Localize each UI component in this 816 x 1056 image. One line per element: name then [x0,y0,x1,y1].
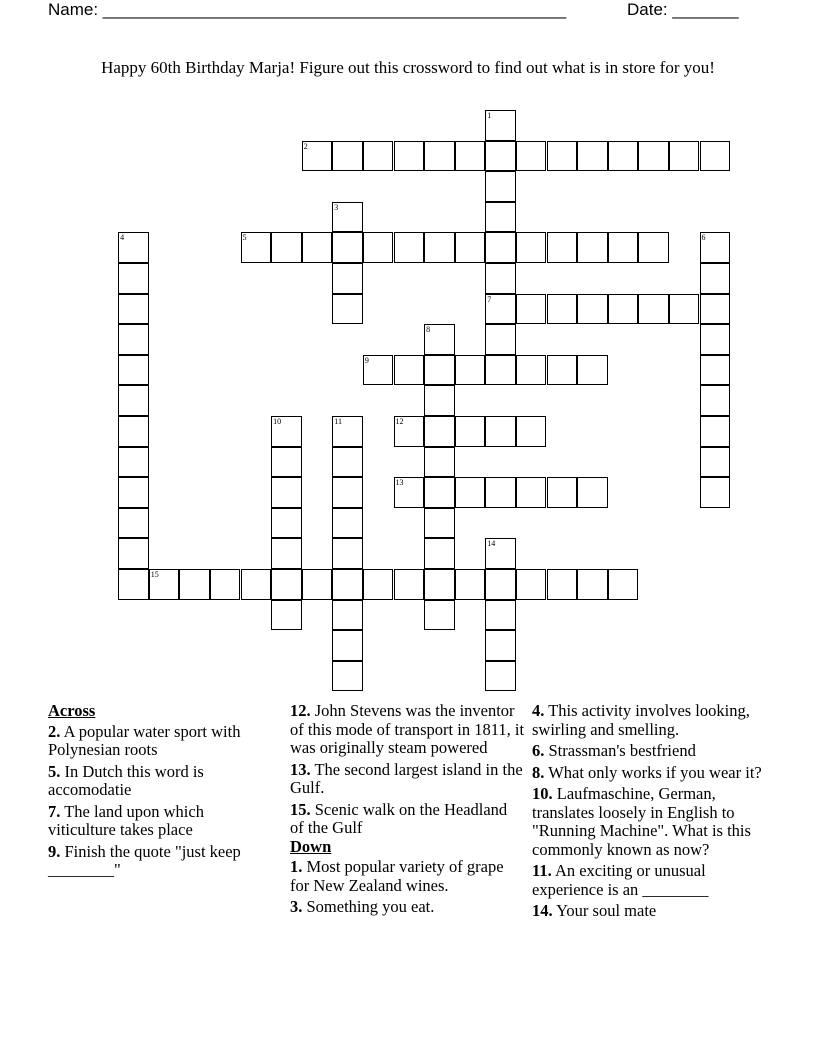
grid-cell[interactable] [210,569,241,600]
clue-across-5 [48,763,248,800]
grid-cell[interactable] [118,294,149,325]
grid-cell[interactable] [485,355,516,386]
grid-cell[interactable] [608,232,639,263]
grid-cell[interactable] [516,232,547,263]
grid-cell[interactable] [271,508,302,539]
clue-number-15: 15 [150,570,159,579]
clue-number: 2. [48,721,61,741]
grid-cell[interactable] [547,569,578,600]
grid-cell[interactable] [577,477,608,508]
clue-text: Most popular variety of grape for New Zealand wines. [290,857,504,895]
clue-across-2 [48,723,248,760]
grid-cell[interactable] [118,477,149,508]
clue-number-10: 10 [273,417,282,426]
clue-number-3: 3 [334,202,339,212]
clues-column-2 [290,702,525,920]
grid-cell[interactable] [424,477,455,508]
clue-text: An exciting or unusual experience is an ________ [532,861,709,899]
grid-cell[interactable] [485,324,516,355]
grid-cell[interactable] [700,263,731,294]
grid-cell[interactable] [271,600,302,631]
grid-cell[interactable] [485,202,516,233]
clue-number-12: 12 [395,417,404,426]
grid-cell[interactable] [700,355,731,386]
grid-cell[interactable] [271,447,302,478]
grid-cell[interactable] [118,508,149,539]
grid-cell[interactable] [424,385,455,416]
grid-cell[interactable] [332,263,363,294]
clue-across-13 [290,761,525,798]
grid-cell[interactable] [516,416,547,447]
grid-cell[interactable] [332,630,363,661]
clue-down-6 [532,742,772,761]
name-field-label: Name: _________________________________________________ [48,0,567,19]
clues-column-3 [532,702,772,924]
grid-cell[interactable] [485,263,516,294]
grid-cell[interactable] [455,416,486,447]
grid-cell[interactable] [547,294,578,325]
grid-cell[interactable] [118,355,149,386]
grid-cell[interactable] [455,477,486,508]
grid-cell[interactable] [424,538,455,569]
clue-number-4: 4 [120,233,125,243]
grid-cell[interactable] [179,569,210,600]
grid-cell[interactable] [394,569,425,600]
clue-text: In Dutch this word is accomodatie [48,761,204,799]
grid-cell[interactable] [118,569,149,600]
grid-cell[interactable] [577,232,608,263]
clue-number-14: 14 [487,539,496,549]
grid-cell[interactable] [577,355,608,386]
grid-cell[interactable] [332,538,363,569]
clue-across-9 [48,843,248,880]
grid-cell[interactable] [485,661,516,692]
grid-cell[interactable] [516,569,547,600]
grid-cell[interactable] [608,569,639,600]
grid-cell[interactable] [608,141,639,172]
grid-cell[interactable] [363,141,394,172]
clue-number-8: 8 [426,325,431,335]
clue-number: 14. [532,901,553,920]
grid-cell[interactable] [638,141,669,172]
clue-text: The second largest island in the Gulf. [290,759,523,797]
grid-cell[interactable] [516,477,547,508]
grid-cell[interactable] [547,355,578,386]
grid-cell[interactable] [332,661,363,692]
clue-number: 1. [290,857,303,876]
clue-text: This activity involves looking, swirling and smelling. [532,701,750,739]
grid-cell[interactable] [332,447,363,478]
grid-cell[interactable] [485,477,516,508]
grid-cell[interactable] [118,385,149,416]
clue-number: 13. [290,759,311,779]
grid-cell[interactable] [516,355,547,386]
clue-number: 10. [532,784,553,803]
grid-cell[interactable] [424,416,455,447]
grid-cell[interactable] [271,538,302,569]
across-heading: Across [48,701,96,720]
clue-number: 12. [290,701,311,720]
clue-number-11: 11 [334,417,342,426]
grid-cell[interactable] [485,416,516,447]
clue-number-2: 2 [303,141,308,151]
clue-number-1: 1 [487,111,492,120]
date-field-label: Date: _______ [627,0,739,19]
grid-cell[interactable] [638,294,669,325]
clue-number: 6. [532,741,545,760]
grid-cell[interactable] [669,294,700,325]
grid-cell[interactable] [485,141,516,172]
grid-cell[interactable] [700,294,731,325]
grid-cell[interactable] [700,447,731,478]
clue-text: Scenic walk on the Headland of the Gulf [290,799,508,837]
clue-text: Something you eat. [306,897,435,916]
grid-cell[interactable] [271,569,302,600]
grid-cell[interactable] [485,171,516,202]
clue-down-1 [290,858,525,895]
clue-number: 3. [290,897,303,916]
grid-cell[interactable] [547,232,578,263]
clue-down-3 [290,898,525,917]
clue-text: Strassman's bestfriend [548,741,696,760]
clue-text: Finish the quote "just keep ________" [48,841,241,879]
grid-cell[interactable] [424,569,455,600]
grid-cell[interactable] [424,232,455,263]
clue-number: 5. [48,761,61,781]
grid-cell[interactable] [302,569,333,600]
grid-cell[interactable] [516,141,547,172]
grid-cell[interactable] [394,355,425,386]
grid-cell[interactable] [485,600,516,631]
grid-cell[interactable] [455,569,486,600]
grid-cell[interactable] [547,141,578,172]
clue-text: Your soul mate [556,901,657,920]
clue-text: Laufmaschine, German, translates loosely in English to "Running Machine". What is this commonly known as now? [532,784,751,859]
clue-down-11 [532,862,772,899]
clue-number: 9. [48,841,61,861]
grid-cell[interactable] [424,355,455,386]
grid-cell[interactable] [271,477,302,508]
clue-number: 15. [290,799,311,819]
grid-cell[interactable] [363,232,394,263]
grid-cell[interactable] [424,508,455,539]
grid-cell[interactable] [332,477,363,508]
grid-cell[interactable] [700,385,731,416]
grid-cell[interactable] [332,508,363,539]
grid-cell[interactable] [700,477,731,508]
clue-number: 8. [532,762,545,782]
grid-cell[interactable] [363,569,394,600]
grid-cell[interactable] [577,569,608,600]
down-heading: Down [290,836,332,856]
clue-text: What only works if you wear it? [548,762,762,782]
grid-cell[interactable] [332,294,363,325]
grid-cell[interactable] [700,141,731,172]
clue-number: 4. [532,701,545,720]
grid-cell[interactable] [302,232,333,263]
clue-number-5: 5 [242,233,247,243]
grid-cell[interactable] [118,538,149,569]
page-title: Happy 60th Birthday Marja! Figure out this crossword to find out what is in store for you! [101,58,715,77]
grid-cell[interactable] [485,630,516,661]
grid-cell[interactable] [700,416,731,447]
grid-cell[interactable] [577,141,608,172]
clue-down-10 [532,785,772,859]
grid-cell[interactable] [118,416,149,447]
grid-cell[interactable] [485,569,516,600]
clue-text: A popular water sport with Polynesian roots [48,721,241,759]
clue-across-12 [290,702,525,758]
grid-cell[interactable] [608,294,639,325]
grid-cell[interactable] [424,447,455,478]
grid-cell[interactable] [394,141,425,172]
clue-text: The land upon which viticulture takes place [48,801,204,839]
grid-cell[interactable] [118,263,149,294]
clue-across-7 [48,803,248,840]
grid-cell[interactable] [455,232,486,263]
grid-cell[interactable] [332,600,363,631]
grid-cell[interactable] [118,447,149,478]
grid-cell[interactable] [271,232,302,263]
clue-text: John Stevens was the inventor of this mode of transport in 1811, it was originally steam powered [290,701,525,757]
grid-cell[interactable] [516,294,547,325]
grid-cell[interactable] [424,141,455,172]
clues-column-1 [48,702,248,883]
clue-number-7: 7 [487,294,492,304]
clue-number-6: 6 [701,233,706,243]
grid-cell[interactable] [118,324,149,355]
grid-cell[interactable] [332,141,363,172]
clue-down-14 [532,902,772,921]
grid-cell[interactable] [455,355,486,386]
grid-cell[interactable] [332,569,363,600]
grid-cell[interactable] [547,477,578,508]
grid-cell[interactable] [241,569,272,600]
clue-across-15 [290,801,525,838]
grid-cell[interactable] [485,232,516,263]
grid-cell[interactable] [332,232,363,263]
grid-cell[interactable] [577,294,608,325]
grid-cell[interactable] [638,232,669,263]
grid-cell[interactable] [455,141,486,172]
grid-cell[interactable] [394,232,425,263]
grid-cell[interactable] [424,600,455,631]
clue-down-8 [532,764,772,783]
clue-number-9: 9 [364,355,369,365]
grid-cell[interactable] [669,141,700,172]
clue-down-4 [532,702,772,739]
clue-number: 7. [48,801,61,821]
grid-cell[interactable] [700,324,731,355]
clue-number: 11. [532,861,552,880]
clue-number-13: 13 [395,478,404,488]
